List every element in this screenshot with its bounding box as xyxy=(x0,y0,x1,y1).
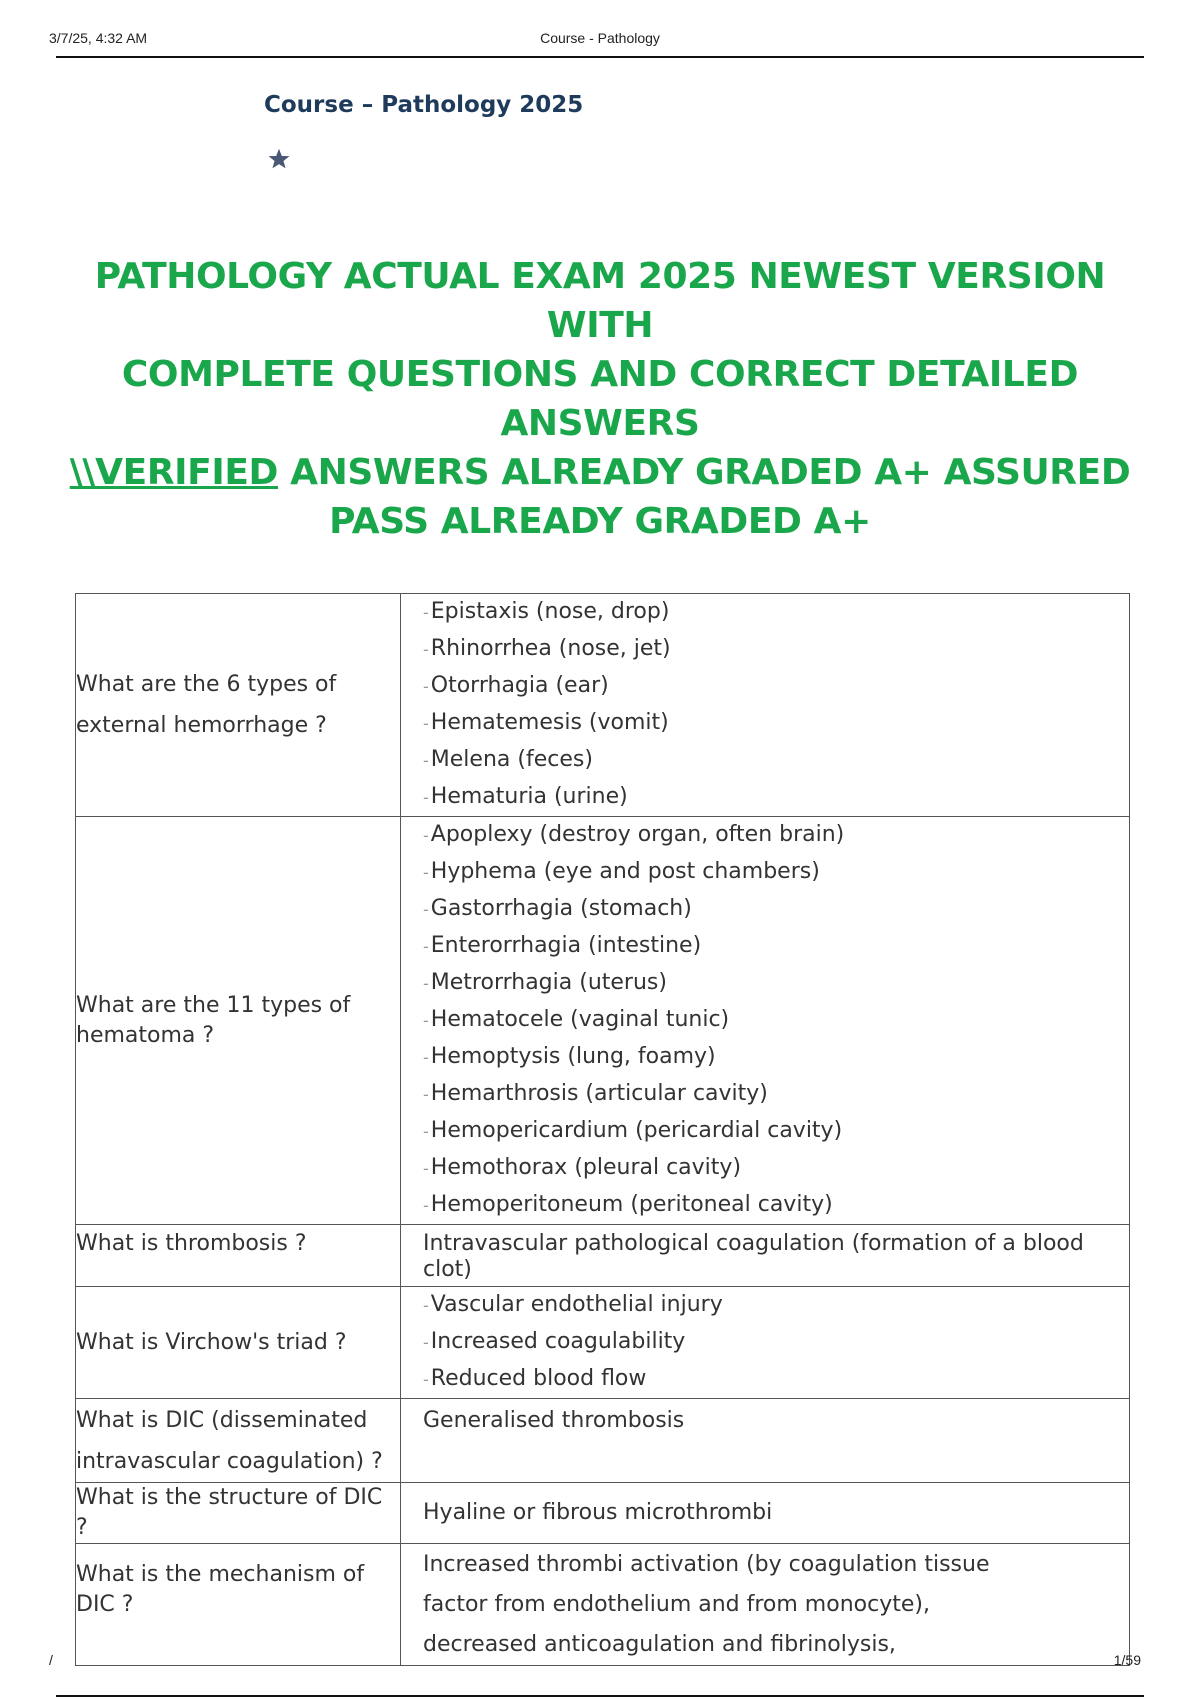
question-text: What is DIC (disseminated intravascular coagulation) ? xyxy=(76,1407,383,1474)
answer-text: Hemarthrosis (articular cavity) xyxy=(430,1081,768,1106)
answer-text: Rhinorrhea (nose, jet) xyxy=(430,636,671,661)
question-text: What are the 11 types of hematoma ? xyxy=(76,992,351,1048)
answer-text: Generalised thrombosis xyxy=(423,1408,685,1433)
question-text: What are the 6 types of external hemorrhage ? xyxy=(76,672,337,738)
table-row xyxy=(76,1225,1130,1287)
list-item: -Rhinorrhea (nose, jet) xyxy=(423,636,671,661)
answer-line: factor from endothelium and from monocyte), xyxy=(423,1591,930,1617)
list-item: -Hematuria (urine) xyxy=(423,784,628,809)
list-item: -Gastorrhagia (stomach) xyxy=(423,896,692,921)
headline-line-1: PATHOLOGY ACTUAL EXAM 2025 NEWEST VERSION WITH xyxy=(94,256,1106,346)
answer-cell xyxy=(401,1399,1130,1483)
answer-text: Hematocele (vaginal tunic) xyxy=(430,1007,730,1032)
question-cell xyxy=(76,594,401,817)
answer-text: Hemoperitoneum (peritoneal cavity) xyxy=(430,1192,833,1217)
headline-line-3-rest: ANSWERS ALREADY GRADED A+ ASSURED xyxy=(278,452,1131,493)
list-item: -Hemarthrosis (articular cavity) xyxy=(423,1081,768,1106)
answer-text: Increased coagulability xyxy=(430,1329,686,1354)
answer-text: Hyphema (eye and post chambers) xyxy=(430,859,820,884)
list-item: -Enterorrhagia (intestine) xyxy=(423,933,702,958)
headline-line-3 xyxy=(40,448,1160,497)
list-item: -Epistaxis (nose, drop) xyxy=(423,599,670,624)
table-row xyxy=(76,594,1130,817)
course-title: Course – Pathology 2025 xyxy=(264,92,584,118)
answer-text: Otorrhagia (ear) xyxy=(430,673,609,698)
answer-text: Metrorrhagia (uterus) xyxy=(430,970,667,995)
list-item: -Hemoperitoneum (peritoneal cavity) xyxy=(423,1192,833,1217)
answer-cell xyxy=(401,1287,1130,1399)
header-divider xyxy=(56,56,1144,58)
answer-text: Gastorrhagia (stomach) xyxy=(430,896,692,921)
list-item: -Hematemesis (vomit) xyxy=(423,710,669,735)
answer-text: Melena (feces) xyxy=(430,747,593,772)
star-icon xyxy=(266,146,292,172)
list-item: -Hemothorax (pleural cavity) xyxy=(423,1155,742,1180)
question-text: What is Virchow's triad ? xyxy=(76,1329,347,1355)
table-row xyxy=(76,817,1130,1225)
headline-line-4: PASS ALREADY GRADED A+ xyxy=(329,501,871,542)
print-page-title: Course - Pathology xyxy=(540,30,660,46)
table-row xyxy=(76,1287,1130,1399)
list-item: -Otorrhagia (ear) xyxy=(423,673,609,698)
headline-line-2: COMPLETE QUESTIONS AND CORRECT DETAILED ANSWERS xyxy=(121,354,1079,444)
answer-text: Hematemesis (vomit) xyxy=(430,710,669,735)
list-item: -Reduced blood flow xyxy=(423,1366,647,1391)
answer-cell xyxy=(401,1225,1130,1287)
answer-cell xyxy=(401,1483,1130,1544)
answer-text: Vascular endothelial injury xyxy=(430,1292,723,1317)
table-row xyxy=(76,1399,1130,1483)
qa-table xyxy=(75,593,1130,1666)
list-item: -Hemoptysis (lung, foamy) xyxy=(423,1044,716,1069)
answer-text: Hematuria (urine) xyxy=(430,784,628,809)
question-cell xyxy=(76,1544,401,1666)
list-item: -Increased coagulability xyxy=(423,1329,686,1354)
question-cell xyxy=(76,1399,401,1483)
answer-text: Hemothorax (pleural cavity) xyxy=(430,1155,742,1180)
question-cell xyxy=(76,1225,401,1287)
verified-link[interactable]: \\VERIFIED xyxy=(69,452,279,493)
answer-text: Epistaxis (nose, drop) xyxy=(430,599,670,624)
print-date: 3/7/25, 4:32 AM xyxy=(49,30,148,46)
question-cell xyxy=(76,1483,401,1544)
question-text: What is thrombosis ? xyxy=(76,1231,307,1256)
exam-headline xyxy=(40,252,1160,546)
question-cell xyxy=(76,1287,401,1399)
list-item: -Apoplexy (destroy organ, often brain) xyxy=(423,822,845,847)
table-row xyxy=(76,1544,1130,1666)
list-item: -Hematocele (vaginal tunic) xyxy=(423,1007,730,1032)
list-item: -Hemopericardium (pericardial cavity) xyxy=(423,1118,843,1143)
list-item: -Vascular endothelial injury xyxy=(423,1292,723,1317)
question-cell xyxy=(76,817,401,1225)
footer-divider xyxy=(56,1695,1144,1697)
answer-text: Hemopericardium (pericardial cavity) xyxy=(430,1118,843,1143)
list-item: -Hyphema (eye and post chambers) xyxy=(423,859,820,884)
answer-cell xyxy=(401,1544,1130,1666)
answer-text: Enterorrhagia (intestine) xyxy=(430,933,702,958)
footer-url: / xyxy=(49,1652,53,1668)
page-number: 1/59 xyxy=(1113,1652,1141,1668)
table-row xyxy=(76,1483,1130,1544)
list-item: -Melena (feces) xyxy=(423,747,593,772)
answer-text: Intravascular pathological coagulation (formation of a blood clot) xyxy=(423,1231,1084,1282)
list-item: -Metrorrhagia (uterus) xyxy=(423,970,667,995)
question-text: What is the mechanism of DIC ? xyxy=(76,1562,365,1617)
answer-cell xyxy=(401,594,1130,817)
answer-text: Hyaline or fibrous microthrombi xyxy=(423,1500,773,1525)
answer-text: Apoplexy (destroy organ, often brain) xyxy=(430,822,845,847)
answer-line: Increased thrombi activation (by coagulation tissue xyxy=(423,1551,990,1577)
answer-cell xyxy=(401,817,1130,1225)
answer-line: decreased anticoagulation and fibrinolysis, xyxy=(423,1631,896,1657)
question-text: What is the structure of DIC ? xyxy=(76,1485,383,1540)
answer-text: Hemoptysis (lung, foamy) xyxy=(430,1044,716,1069)
answer-text: Reduced blood flow xyxy=(430,1366,647,1391)
